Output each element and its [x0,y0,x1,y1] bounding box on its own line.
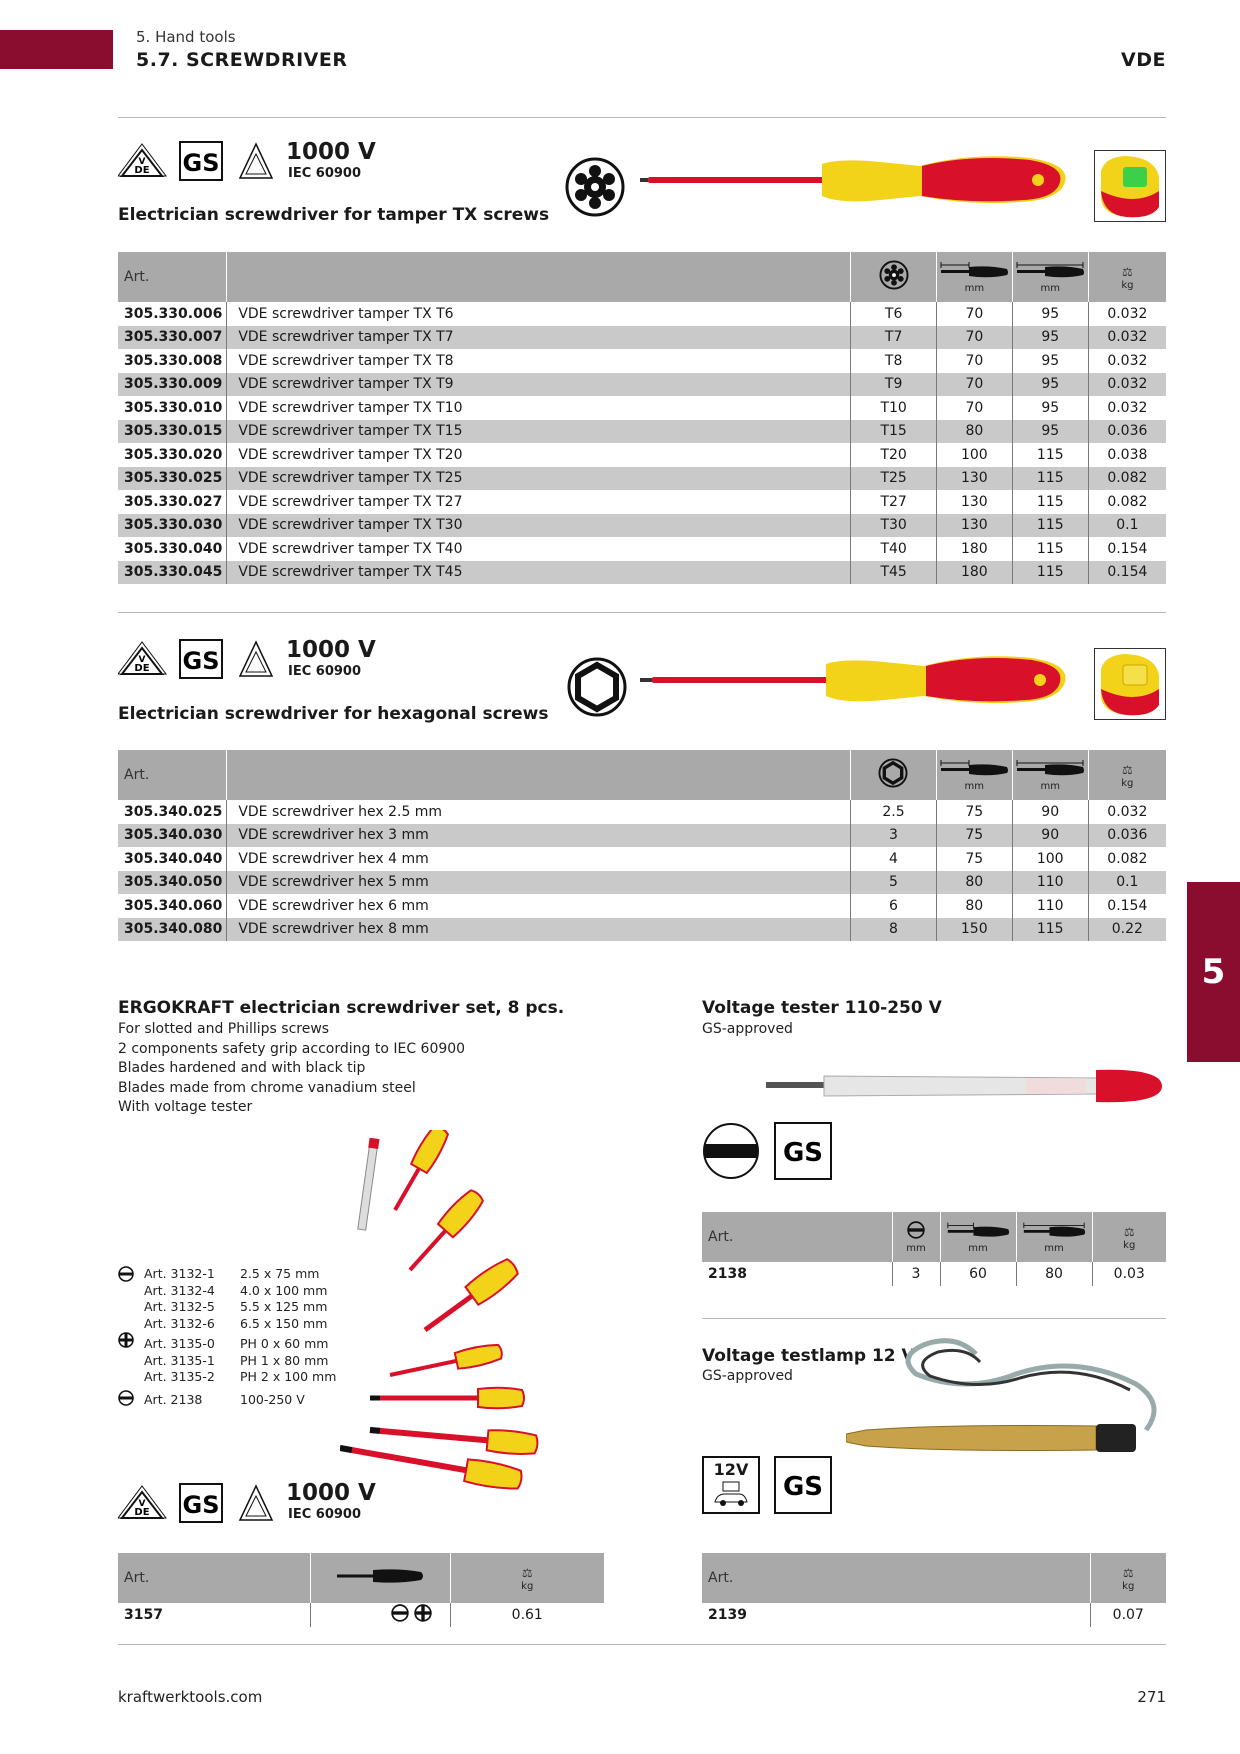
table-row: 305.330.030 VDE screwdriver tamper TX T30 T30 130 115 0.1 [118,514,1166,538]
voltage-rating: 1000 V [286,637,376,663]
svg-text:V: V [138,655,146,665]
hexagon-symbol-icon [566,656,628,718]
vde-logo-icon [118,642,166,674]
total-length-icon [1015,261,1085,279]
table-row: 305.330.015 VDE screwdriver tamper TX T15 T15 80 95 0.036 [118,420,1166,444]
table-row: 305.330.010 VDE screwdriver tamper TX T10 T10 70 95 0.032 [118,396,1166,420]
lamp-title: Voltage testlamp 12 V [702,1346,915,1366]
table-row: 305.330.006 VDE screwdriver tamper TX T6 T6 70 95 0.032 [118,302,1166,326]
table-row: 305.330.040 VDE screwdriver tamper TX T40 T40 180 115 0.154 [118,537,1166,561]
table-row: 305.330.025 VDE screwdriver tamper TX T25 T25 130 115 0.082 [118,467,1166,491]
scale-icon: ⚖ [1122,264,1133,279]
hex-table: Art. mm mm ⚖ kg 305.340.025 VDE screwdriver hex 2.5 mm 2.5 75 90 0.032 305.340.030 VDE screwdriver hex 3 mm 3 75 90 0.036 305.340.040 VDE screwdriver hex 4 mm 4 75 100 0.082 305.340.050 VDE screwdriver hex 5 mm 5 80 110 0.1 305.340.060 VDE screwdriver hex 6 mm 6 80 110 0.154 305.340.080 VDE screwdriver hex 8 mm 8 150 115 0.22 [118,750,1166,941]
gs-logo-icon [180,142,222,180]
hex-handle-end-image [1094,648,1166,720]
lamp-table: Art. ⚖ kg 2139 0.07 [702,1553,1166,1627]
slotted-icon [907,1221,925,1239]
list-item: Art. 3132-1 2.5 x 75 mm [144,1266,320,1281]
table-row: 2139 0.07 [702,1603,1166,1627]
svg-text:GS: GS [182,647,220,675]
art-header: Art. [702,1212,892,1262]
list-item: Art. 3135-0 PH 0 x 60 mm [144,1336,329,1351]
vde-logo-icon [118,1486,166,1518]
svg-text:GS: GS [782,1138,824,1168]
divider [118,117,1166,118]
hexagon-small-icon [878,758,908,788]
list-item: Art. 3132-6 6.5 x 150 mm [144,1315,328,1331]
total-length-icon [1015,759,1085,777]
table-row: 305.330.009 VDE screwdriver tamper TX T9 T9 70 95 0.032 [118,373,1166,397]
page-number: 271 [1137,1688,1166,1706]
table-row: 305.330.020 VDE screwdriver tamper TX T20 T20 100 115 0.038 [118,443,1166,467]
art-header: Art. [702,1553,1090,1603]
svg-text:DE: DE [134,165,150,176]
table-row: 2138 3 60 80 0.03 [702,1262,1166,1286]
table-row: 305.340.025 VDE screwdriver hex 2.5 mm 2.5 75 90 0.032 [118,800,1166,824]
list-item: Art. 2138 100-250 V [144,1391,305,1407]
cert-logos [118,638,278,680]
phillips-icon [118,1332,134,1348]
table-row: 305.330.007 VDE screwdriver tamper TX T7 T7 70 95 0.032 [118,326,1166,350]
tx-table: Art. mm mm ⚖ kg 305.330.006 VDE screwdriver tamper TX T6 T6 70 95 0.032 305.330.007 VDE screwdriver tamper TX T7 T7 70 95 0.032 305.330.008 VDE screwdriver tamper TX T8 T8 70 95 0.032 305.330.009 VDE screwdriver tamper TX T9 T9 70 95 0.032 305.330.010 VDE screwdriver tamper TX T10 T10 70 95 0.032 305.330.015 VDE screwdriver tamper TX T15 T15 80 95 0.036 305.330.020 VDE screwdriver tamper TX T20 T20 100 115 0.038 305.330.025 VDE screwdriver tamper TX T25 T25 130 115 0.082 305.330.027 VDE screwdriver tamper TX T27 T27 130 115 0.082 305.330.030 VDE screwdriver tamper TX T30 T30 130 115 0.1 305.330.040 VDE screwdriver tamper TX T40 T40 180 115 0.154 305.330.045 VDE screwdriver tamper TX T45 T45 180 115 0.154 [118,252,1166,584]
svg-text:DE: DE [134,1507,150,1518]
cert-logos [118,140,278,182]
chapter-label: 5. Hand tools [136,28,236,46]
footer-site: kraftwerktools.com [118,1688,263,1706]
phillips-icon [414,1604,432,1622]
section-title: 5.7. SCREWDRIVER [136,49,348,71]
divider [702,1318,1166,1319]
slotted-icon [391,1604,409,1622]
table-row: 3157 0.61 [118,1603,604,1627]
table-row: 305.340.030 VDE screwdriver hex 3 mm 3 75 90 0.036 [118,824,1166,848]
voltage-tester-image [766,1064,1166,1108]
svg-text:GS: GS [782,1472,824,1502]
blade-length-icon [939,261,1009,279]
chapter-tab: 5 [1187,882,1240,1062]
header-accent-bar [0,30,113,69]
vde-tag: VDE [1121,49,1166,71]
divider [118,1644,1166,1645]
gs-badge-icon [774,1456,832,1514]
set-description: For slotted and Phillips screws 2 components safety grip according to IEC 60900 Blades hardened and with black tip Blades made from chrome vanadium steel With voltage tester [118,1021,466,1116]
cert-logos [118,1482,278,1524]
torx-small-icon [879,260,909,290]
voltage-rating: 1000 V [286,1480,376,1506]
warning-triangle-icon [240,144,272,178]
tester-subtitle: GS-approved [702,1021,793,1037]
svg-text:V: V [138,1499,146,1509]
art-header: Art. [118,1553,310,1603]
list-item: Art. 3132-4 4.0 x 100 mm [144,1282,328,1298]
scale-icon: ⚖ [521,1565,533,1580]
art-header: Art. [118,750,227,800]
gs-logo-icon [180,640,222,678]
slotted-icon [118,1266,134,1282]
vde-logo-icon [118,144,166,176]
slotted-icon [118,1390,134,1406]
blade-length-icon [946,1221,1010,1239]
svg-text:V: V [138,157,146,167]
warning-triangle-icon [240,642,272,676]
12v-badge [702,1456,760,1514]
standard-label: IEC 60900 [288,166,362,181]
gs-badge-icon [774,1122,832,1180]
list-item: Art. 3132-5 5.5 x 125 mm [144,1299,328,1314]
table-row: 305.340.040 VDE screwdriver hex 4 mm 4 75 100 0.082 [118,847,1166,871]
list-item: Art. 3135-2 PH 2 x 100 mm [144,1369,337,1384]
torx-symbol-icon [564,156,626,218]
table-row: 305.340.060 VDE screwdriver hex 6 mm 6 80 110 0.154 [118,894,1166,918]
standard-label: IEC 60900 [288,1507,362,1522]
set-table: Art. ⚖ kg 3157 0.61 [118,1553,604,1627]
hex-screwdriver-image [640,650,1070,712]
blade-length-icon [939,759,1009,777]
set-screwdrivers-image [340,1130,600,1490]
list-item: Art. 3135-1 PH 1 x 80 mm [144,1352,329,1368]
svg-text:DE: DE [134,663,150,674]
tester-title: Voltage tester 110-250 V [702,998,942,1018]
screwdriver-icon [335,1567,425,1585]
table-row: 305.330.027 VDE screwdriver tamper TX T27 T27 130 115 0.082 [118,490,1166,514]
total-length-icon [1022,1221,1086,1239]
12v-label: 12V [713,1460,749,1479]
warning-triangle-icon [240,1486,272,1520]
set-title: ERGOKRAFT electrician screwdriver set, 8 pcs. [118,998,565,1018]
tx-screwdriver-image [640,150,1070,212]
table-row: 305.330.008 VDE screwdriver tamper TX T8 T8 70 95 0.032 [118,349,1166,373]
car-battery-icon [711,1480,751,1508]
lamp-subtitle: GS-approved [702,1368,793,1384]
testlamp-image [846,1334,1166,1474]
gs-logo-icon [180,1484,222,1522]
hex-section-title: Electrician screwdriver for hexagonal screws [118,704,549,724]
table-row: 305.340.080 VDE screwdriver hex 8 mm 8 150 115 0.22 [118,918,1166,942]
scale-icon: ⚖ [1122,1565,1134,1580]
art-header: Art. [118,252,227,302]
svg-text:GS: GS [182,149,220,177]
tx-handle-end-image [1094,150,1166,222]
table-row: 305.330.045 VDE screwdriver tamper TX T45 T45 180 115 0.154 [118,561,1166,585]
tester-table: Art. mm mm mm ⚖ kg 2138 3 60 80 0.03 [702,1212,1166,1286]
svg-text:GS: GS [182,1491,220,1519]
divider [118,612,1166,613]
table-row: 305.340.050 VDE screwdriver hex 5 mm 5 80 110 0.1 [118,871,1166,895]
tx-section-title: Electrician screwdriver for tamper TX screws [118,205,550,225]
voltage-rating: 1000 V [286,139,376,165]
tester-piece [358,1138,380,1230]
scale-icon: ⚖ [1123,1224,1135,1239]
scale-icon: ⚖ [1121,762,1133,777]
standard-label: IEC 60900 [288,664,362,679]
slotted-symbol-icon [702,1122,760,1180]
